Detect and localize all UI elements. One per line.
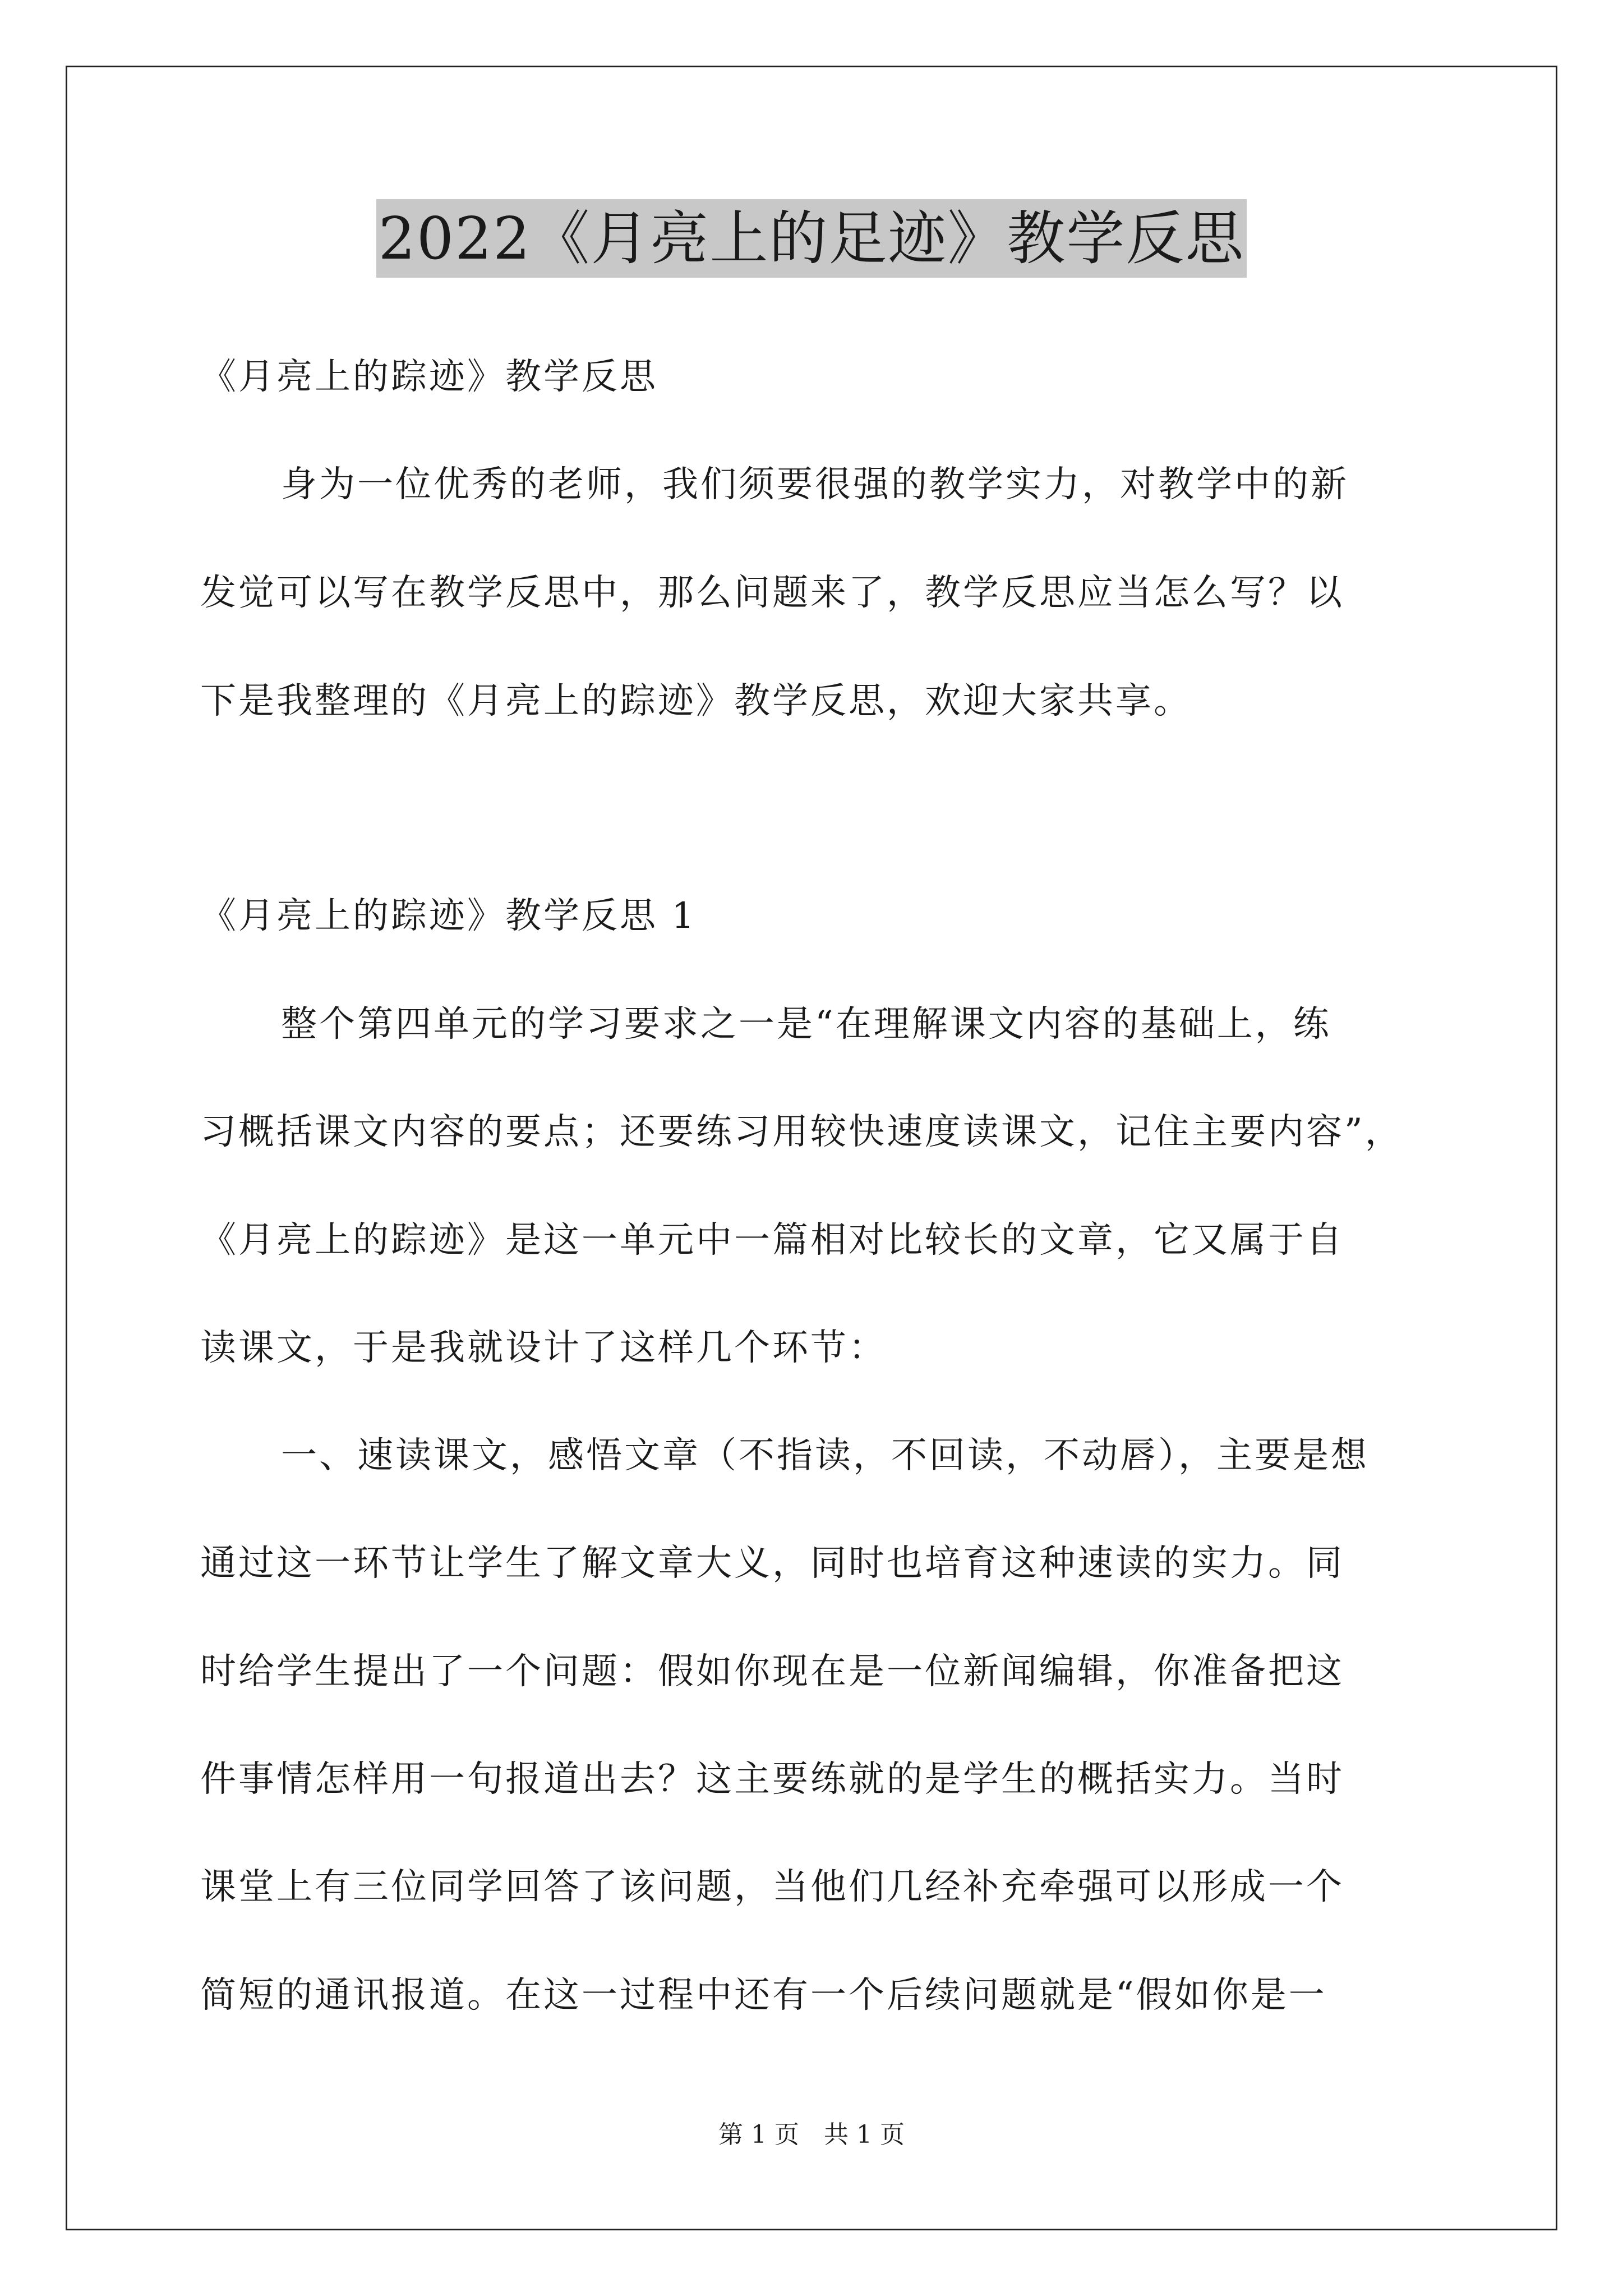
intro-line: 发觉可以写在教学反思中，那么问题来了，教学反思应当怎么写？以 <box>200 572 1344 614</box>
paragraph-line: 一、速读课文，感悟文章（不指读，不回读，不动唇），主要是想 <box>281 1435 1369 1476</box>
subtitle: 《月亮上的踪迹》教学反思 <box>200 356 658 398</box>
paragraph-line: 简短的通讯报道。在这一过程中还有一个后续问题就是“假如你是一 <box>200 1975 1327 2016</box>
section-heading: 《月亮上的踪迹》教学反思 1 <box>200 895 697 937</box>
paragraph-line: 课堂上有三位同学回答了该问题，当他们几经补充牵强可以形成一个 <box>200 1866 1344 1908</box>
document-title: 2022《月亮上的足迹》教学反思 <box>376 199 1247 278</box>
paragraph-line: 件事情怎样用一句报道出去？这主要练就的是学生的概括实力。当时 <box>200 1759 1344 1800</box>
paragraph-line: 时给学生提出了一个问题：假如你现在是一位新闻编辑，你准备把这 <box>200 1651 1344 1692</box>
intro-line: 身为一位优秀的老师，我们须要很强的教学实力，对教学中的新 <box>281 464 1349 505</box>
paragraph-line: 通过这一环节让学生了解文章大义，同时也培育这种速读的实力。同 <box>200 1543 1344 1584</box>
paragraph-line: 整个第四单元的学习要求之一是“在理解课文内容的基础上，练 <box>281 1004 1331 1045</box>
paragraph-line: 习概括课文内容的要点；还要练习用较快速度读课文，记住主要内容”， <box>200 1111 1403 1153</box>
page-footer: 第 1 页 共 1 页 <box>718 2120 905 2149</box>
intro-line: 下是我整理的《月亮上的踪迹》教学反思，欢迎大家共享。 <box>200 680 1192 722</box>
paragraph-line: 读课文，于是我就设计了这样几个环节： <box>200 1327 887 1369</box>
title-container <box>0 199 1623 278</box>
paragraph-line: 《月亮上的踪迹》是这一单元中一篇相对比较长的文章，它又属于自 <box>200 1220 1344 1261</box>
